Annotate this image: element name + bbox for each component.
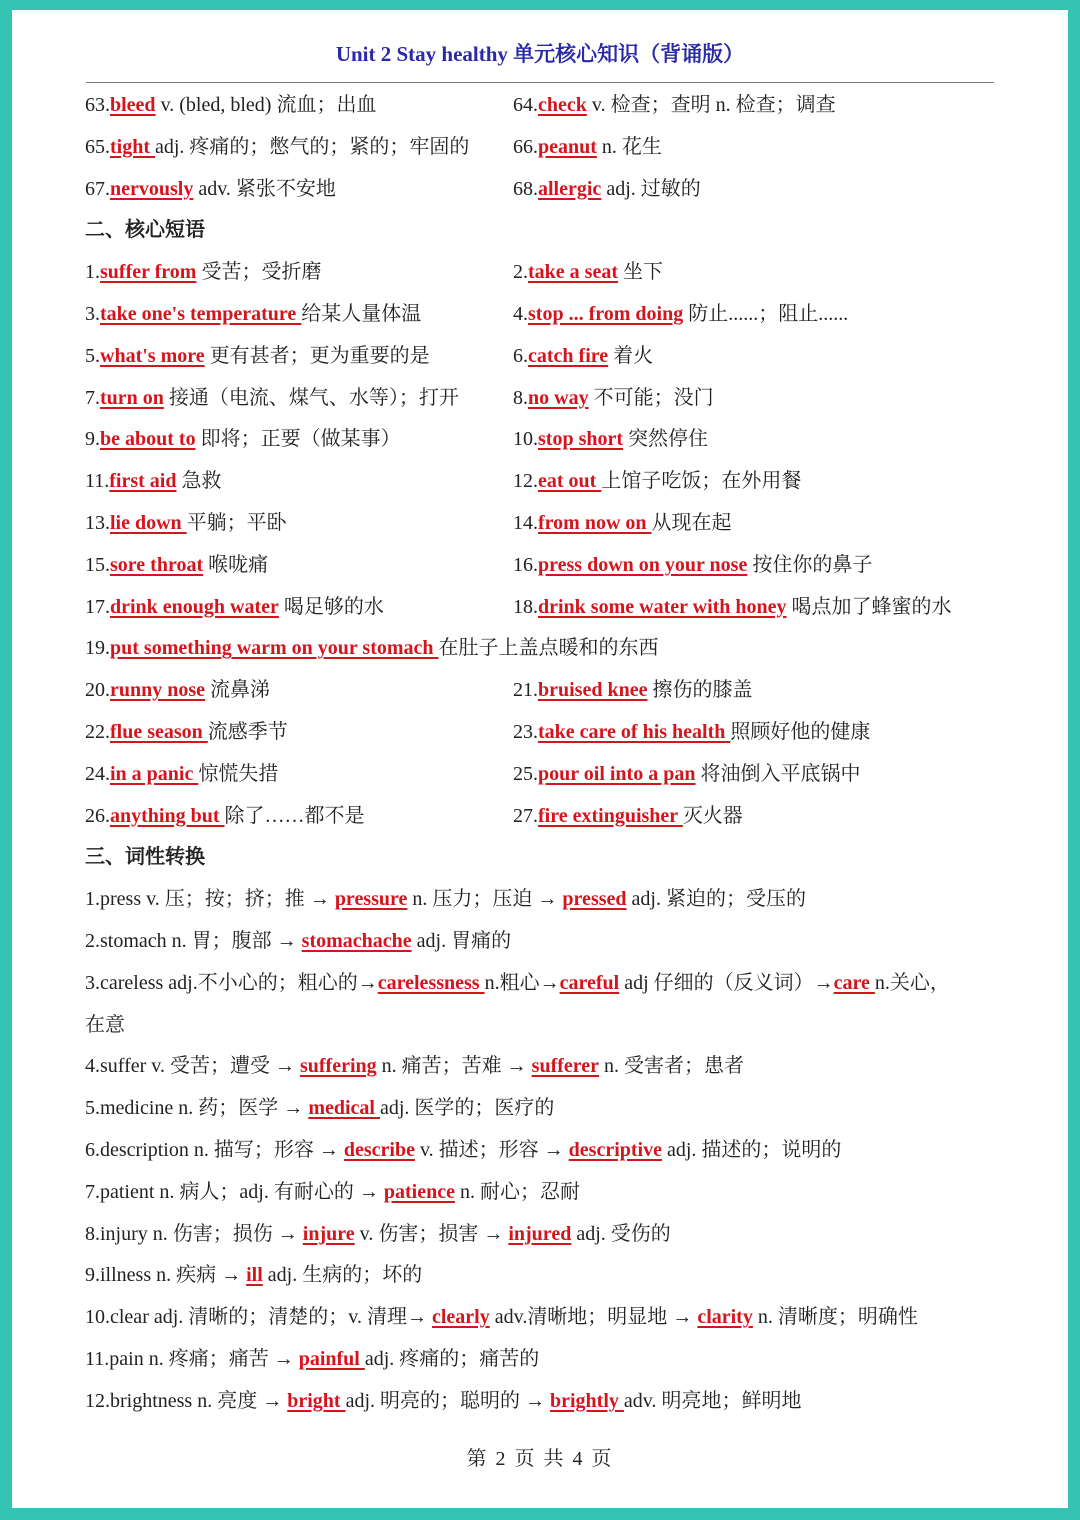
entry-number: 20. (85, 679, 110, 702)
entry-number: 24. (85, 762, 110, 785)
answer-text: drink some water with honey (538, 595, 787, 618)
entry-number: 8. (513, 386, 528, 409)
entry-meaning: 平躺；平卧 (186, 511, 287, 534)
section-title: 二、核心短语 (85, 219, 205, 242)
entry-meaning: 受苦；受折磨 (196, 261, 322, 284)
entry-text: adj. 受伤的 (571, 1222, 671, 1245)
entry-text: 19. (85, 637, 110, 660)
entry-number: 9. (85, 428, 100, 451)
answer-text: care (833, 971, 875, 994)
entry-full (85, 1214, 671, 1256)
entry-right (513, 336, 653, 378)
entry-text: n. 痛苦；苦难 → (376, 1055, 532, 1078)
entry-row (85, 545, 1005, 587)
entry-meaning: 按住你的鼻子 (747, 553, 873, 576)
entry-text: 4.suffer v. 受苦；遭受 → (85, 1055, 300, 1078)
section-title: 三、词性转换 (85, 846, 205, 869)
entry-row (85, 461, 1005, 503)
answer-text: from now on (538, 511, 652, 534)
answer-text: in a panic (110, 762, 199, 785)
entry-row (85, 294, 1005, 336)
section-heading (85, 210, 1005, 252)
entry-row (85, 252, 1005, 294)
entry-meaning: 除了……都不是 (224, 804, 365, 827)
entry-row (85, 1297, 1005, 1339)
entry-left (85, 670, 270, 712)
entry-number: 21. (513, 679, 538, 702)
entry-text: n. 清晰度；明确性 (752, 1306, 918, 1329)
entry-text: adj. 胃痛的 (411, 929, 512, 952)
answer-text: sufferer (531, 1055, 600, 1078)
page-title: Unit 2 Stay healthy 单元核心知识（背诵版） (335, 42, 745, 66)
entry-full (85, 1130, 841, 1172)
entry-meaning: 从现在起 (651, 511, 732, 534)
answer-text: no way (528, 386, 589, 409)
answer-text: painful (298, 1347, 365, 1370)
entry-meaning: 突然停住 (623, 428, 709, 451)
entry-row (85, 169, 1005, 211)
answer-text: take a seat (528, 261, 618, 284)
entry-full (85, 1005, 125, 1047)
entry-text: 10.clear adj. 清晰的；清楚的；v. 清理→ (85, 1306, 432, 1329)
entry-row (85, 1005, 1005, 1047)
answer-text: take care of his health (538, 720, 731, 743)
entry-row (85, 378, 1005, 420)
entry-number: 26. (85, 804, 110, 827)
entry-text: 5.medicine n. 药；医学 → (85, 1097, 309, 1120)
answer-text: nervously (110, 177, 194, 200)
entry-meaning: 防止......；阻止...... (683, 302, 849, 325)
entry-left (85, 545, 268, 587)
entry-meaning: 照顾好他的健康 (730, 720, 871, 743)
answer-text: check (538, 94, 587, 116)
answer-text: careful (559, 971, 620, 994)
entry-row (85, 670, 1005, 712)
entry-number: 66. (513, 135, 538, 158)
entry-text: n.粗心→ (484, 971, 560, 994)
answer-text: fire extinguisher (538, 804, 683, 827)
entry-text: n.关心， (874, 971, 950, 994)
answer-text: lie down (110, 511, 187, 534)
entry-meaning: v. 检查；查明 n. 检查；调查 (586, 94, 836, 116)
answer-text: drink enough water (110, 595, 279, 618)
entry-right (513, 419, 708, 461)
entry-right (513, 461, 801, 503)
entry-number: 6. (513, 344, 528, 367)
entry-number: 23. (513, 720, 538, 743)
entry-text: adv. 明亮地；鲜明地 (623, 1389, 802, 1412)
entry-left (85, 85, 376, 127)
entry-meaning: v. (bled, bled) 流血；出血 (155, 94, 377, 116)
entry-right (513, 169, 701, 211)
entry-number: 13. (85, 511, 110, 534)
entry-meaning: 接通（电流、煤气、水等）；打开 (163, 386, 459, 409)
answer-text: catch fire (528, 344, 609, 367)
entry-text: 9.illness n. 疾病 → (85, 1264, 247, 1287)
entry-row (85, 712, 1005, 754)
answer-text: first aid (109, 470, 177, 493)
entry-row (85, 796, 1005, 838)
answer-text: anything but (110, 804, 225, 827)
answer-text: clarity (697, 1306, 753, 1329)
entry-meaning: 急救 (176, 470, 222, 493)
entry-text: adj. 疼痛的；痛苦的 (364, 1347, 540, 1370)
answer-text: suffer from (100, 261, 197, 284)
answer-text: describe (343, 1138, 415, 1161)
answer-text: medical (308, 1097, 380, 1120)
entry-number: 1. (85, 261, 100, 284)
answer-text: clearly (431, 1306, 490, 1329)
answer-text: stomachache (301, 929, 412, 952)
entry-right (513, 127, 662, 169)
entry-row (85, 1046, 1005, 1088)
entry-meaning: 擦伤的膝盖 (647, 679, 753, 702)
entry-full (85, 921, 511, 963)
entry-meaning: 惊慌失措 (198, 762, 279, 785)
entry-meaning: 更有甚者；更为重要的是 (204, 344, 430, 367)
entry-left (85, 294, 421, 336)
entry-row (85, 85, 1005, 127)
entry-right (513, 754, 860, 796)
entry-left (85, 712, 288, 754)
answer-text: sore throat (110, 553, 204, 576)
entry-left (85, 169, 336, 211)
entry-number: 25. (513, 762, 538, 785)
answer-text: take one's temperature (100, 302, 302, 325)
answer-text: injured (508, 1222, 572, 1245)
entry-left (85, 503, 287, 545)
entry-full (85, 1381, 801, 1423)
answer-text: stop short (538, 428, 624, 451)
entry-left (85, 252, 321, 294)
entry-left (85, 127, 469, 169)
answer-text: what's more (100, 344, 205, 367)
entry-number: 64. (513, 94, 538, 116)
answer-text: eat out (538, 470, 602, 493)
answer-text: pressed (562, 888, 627, 911)
entry-full (85, 1088, 554, 1130)
entry-right (513, 252, 663, 294)
answer-text: pour oil into a pan (538, 762, 696, 785)
answer-text: descriptive (568, 1138, 662, 1161)
answer-text: turn on (100, 386, 164, 409)
entry-right (513, 378, 714, 420)
entry-number: 27. (513, 804, 538, 827)
entry-number: 67. (85, 177, 110, 200)
entry-number: 22. (85, 720, 110, 743)
entry-meaning: 上馆子吃饭；在外用餐 (601, 470, 802, 493)
entry-right (513, 670, 752, 712)
entry-meaning: 坐下 (617, 261, 663, 284)
entry-row (85, 1339, 1005, 1381)
entry-text: adj. 生病的；坏的 (262, 1264, 423, 1287)
entry-row (85, 879, 1005, 921)
entry-text: v. 伤害；损害 → (354, 1222, 509, 1245)
entry-meaning: 给某人量体温 (301, 302, 422, 325)
entry-text: adj. 明亮的；聪明的 → (345, 1389, 550, 1412)
answer-text: ill (246, 1264, 263, 1287)
entry-row (85, 628, 1005, 670)
answer-text: press down on your nose (538, 553, 748, 576)
entry-text: adv.清晰地；明显地 → (489, 1306, 698, 1329)
entry-full (85, 963, 950, 1005)
section-heading (85, 837, 1005, 879)
answer-text: tight (110, 135, 155, 158)
answer-text: suffering (299, 1055, 377, 1078)
answer-text: flue season (110, 720, 208, 743)
entry-left (85, 378, 459, 420)
entry-row (85, 754, 1005, 796)
answer-text: carelessness (377, 971, 485, 994)
entry-number: 5. (85, 344, 100, 367)
entry-number: 12. (513, 470, 538, 493)
answer-text: patience (383, 1180, 455, 1203)
entry-row (85, 1214, 1005, 1256)
entry-right (513, 796, 743, 838)
entry-text: 7.patient n. 病人；adj. 有耐心的 → (85, 1180, 384, 1203)
entry-row (85, 127, 1005, 169)
entry-right (513, 294, 848, 336)
entry-meaning: adv. 紧张不安地 (193, 177, 336, 200)
entry-left (85, 419, 401, 461)
entry-meaning: 将油倒入平底锅中 (695, 762, 861, 785)
entry-row (85, 336, 1005, 378)
entry-number: 65. (85, 135, 110, 158)
entry-full (85, 1046, 744, 1088)
entry-meaning: 流感季节 (207, 720, 288, 743)
answer-text: brightly (550, 1389, 624, 1412)
answer-text: put something warm on your stomach (110, 637, 439, 660)
entry-number: 2. (513, 261, 528, 284)
entry-number: 63. (85, 94, 110, 116)
entry-right (513, 503, 732, 545)
entry-number: 68. (513, 177, 538, 200)
entry-meaning: 流鼻涕 (205, 679, 271, 702)
answer-text: runny nose (110, 679, 206, 702)
entry-meaning: 即将；正要（做某事） (195, 428, 401, 451)
entry-row (85, 1381, 1005, 1423)
entry-meaning: 喝足够的水 (278, 595, 384, 618)
answer-text: bleed (110, 94, 156, 116)
answer-text: bright (287, 1389, 346, 1412)
entry-meaning: adj. 过敏的 (601, 177, 701, 200)
entry-row (85, 419, 1005, 461)
entry-right (513, 545, 872, 587)
entry-number: 16. (513, 553, 538, 576)
entry-left (85, 461, 221, 503)
entry-text: 在肚子上盖点暖和的东西 (438, 637, 659, 660)
entry-meaning: 不可能；没门 (588, 386, 714, 409)
entry-text: 8.injury n. 伤害；损伤 → (85, 1222, 303, 1245)
entry-left (85, 336, 430, 378)
entry-number: 14. (513, 511, 538, 534)
entry-text: 在意 (85, 1013, 125, 1036)
entry-left (85, 587, 384, 629)
entry-full (85, 628, 659, 670)
entry-number: 10. (513, 428, 538, 451)
entry-right (513, 712, 870, 754)
entry-number: 18. (513, 595, 538, 618)
entry-number: 11. (85, 470, 110, 493)
entry-row (85, 1172, 1005, 1214)
answer-text: allergic (538, 177, 602, 200)
entry-row (85, 921, 1005, 963)
entry-full (85, 1255, 422, 1297)
entry-meaning: n. 花生 (596, 135, 662, 158)
entry-meaning: 喉咙痛 (203, 553, 269, 576)
entry-left (85, 796, 365, 838)
entry-left (85, 754, 278, 796)
document-page (12, 10, 1068, 1508)
entry-row (85, 1088, 1005, 1130)
entry-number: 7. (85, 386, 100, 409)
entry-meaning: 着火 (608, 344, 654, 367)
entry-text: n. 耐心；忍耐 (454, 1180, 580, 1203)
page-footer: 第 2 页 共 4 页 (466, 1448, 614, 1470)
entry-text: 6.description n. 描写；形容 → (85, 1138, 344, 1161)
entry-full (85, 1172, 580, 1214)
entry-right (513, 85, 836, 127)
entry-row (85, 503, 1005, 545)
entry-text: 3.careless adj.不小心的；粗心的→ (85, 971, 378, 994)
entry-full (85, 1339, 539, 1381)
entry-text: n. 压力；压迫 → (407, 888, 563, 911)
answer-text: stop ... from doing (528, 302, 684, 325)
entry-text: n. 受害者；患者 (599, 1055, 745, 1078)
answer-text: pressure (334, 888, 408, 911)
content-area (85, 85, 1005, 1423)
answer-text: bruised knee (538, 679, 648, 702)
entry-number: 17. (85, 595, 110, 618)
entry-text: adj 仔细的（反义词）→ (619, 971, 834, 994)
page-header (86, 38, 994, 83)
entry-meaning: 灭火器 (682, 804, 743, 827)
answer-text: injure (302, 1222, 355, 1245)
entry-text: 11.pain n. 疼痛；痛苦 → (85, 1347, 299, 1370)
entry-text: 2.stomach n. 胃；腹部 → (85, 929, 302, 952)
entry-number: 3. (85, 302, 100, 325)
answer-text: peanut (538, 135, 597, 158)
entry-row (85, 587, 1005, 629)
entry-number: 15. (85, 553, 110, 576)
entry-row (85, 1255, 1005, 1297)
entry-full (85, 1297, 918, 1339)
entry-number: 4. (513, 302, 528, 325)
entry-text: v. 描述；形容 → (414, 1138, 569, 1161)
entry-text: adj. 紧迫的；受压的 (626, 888, 806, 911)
entry-text: adj. 医学的；医疗的 (379, 1097, 555, 1120)
entry-meaning: adj. 疼痛的；憋气的；紧的；牢固的 (155, 135, 470, 158)
entry-row (85, 1130, 1005, 1172)
entry-right (513, 587, 952, 629)
entry-text: 1.press v. 压；按；挤；推 → (85, 888, 335, 911)
entry-full (85, 879, 806, 921)
entry-text: 12.brightness n. 亮度 → (85, 1389, 288, 1412)
answer-text: be about to (100, 428, 196, 451)
entry-text: adj. 描述的；说明的 (661, 1138, 842, 1161)
entry-row (85, 963, 1005, 1005)
entry-meaning: 喝点加了蜂蜜的水 (786, 595, 952, 618)
